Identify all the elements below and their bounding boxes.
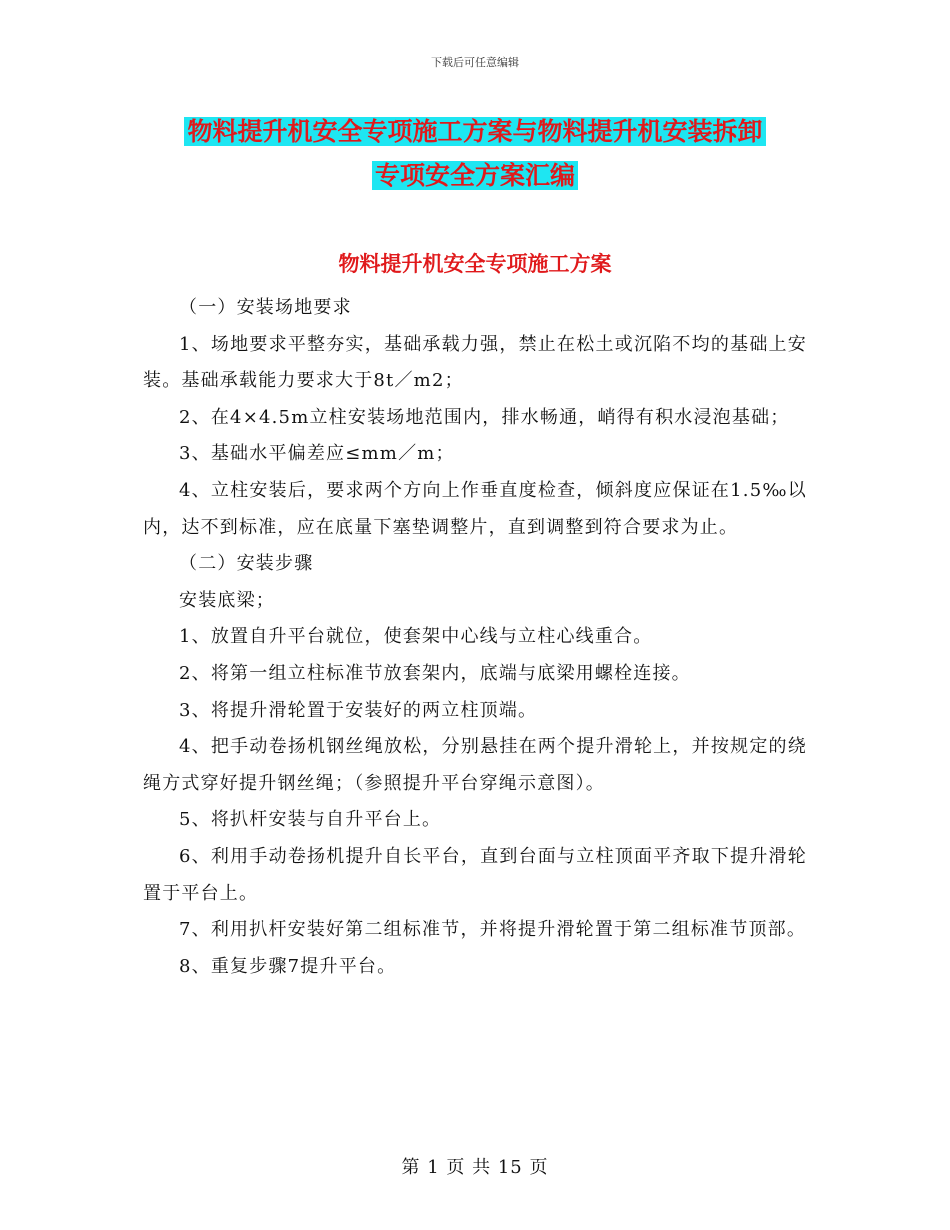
paragraph: 4、把手动卷扬机钢丝绳放松，分别悬挂在两个提升滑轮上，并按规定的绕绳方式穿好提升钢丝绳；（参照提升平台穿绳示意图）。 <box>143 736 807 794</box>
paragraph: 3、将提升滑轮置于安装好的两立柱顶端。 <box>179 699 538 721</box>
document-body <box>143 290 807 985</box>
paragraph: 1、场地要求平整夯实，基础承载力强，禁止在松土或沉陷不均的基础上安装。基础承载能力要求大于8t／m2； <box>143 333 807 392</box>
title-line-1: 物料提升机安全专项施工方案与物料提升机安装拆卸 <box>184 117 765 146</box>
paragraph: 1、放置自升平台就位，使套架中心线与立柱心线重合。 <box>179 626 653 648</box>
header-note: 下载后可任意编辑 <box>431 56 519 69</box>
paragraph: 4、立柱安装后，要求两个方向上作垂直度检查，倾斜度应保证在1.5‰以内，达不到标准，应在底量下塞垫调整片，直到调整到符合要求为止。 <box>143 479 807 538</box>
paragraph: 2、在4×4.5m立柱安装场地范围内，排水畅通，峭得有积水浸泡基础； <box>179 406 790 428</box>
document-title <box>0 110 950 198</box>
paragraph: 2、将第一组立柱标准节放套架内，底端与底梁用螺栓连接。 <box>179 662 691 684</box>
paragraph: （二）安装步骤 <box>179 553 314 575</box>
paragraph: （一）安装场地要求 <box>179 297 352 318</box>
paragraph: 5、将扒杆安装与自升平台上。 <box>179 809 442 831</box>
paragraph: 7、利用扒杆安装好第二组标准节，并将提升滑轮置于第二组标准节顶部。 <box>179 919 807 941</box>
page-number: 第 1 页 共 15 页 <box>401 1157 549 1178</box>
paragraph: 6、利用手动卷扬机提升自长平台，直到台面与立柱顶面平齐取下提升滑轮置于平台上。 <box>143 845 807 904</box>
paragraph: 安装底梁； <box>179 589 275 611</box>
paragraph: 3、基础水平偏差应≤mm／m； <box>179 443 455 465</box>
paragraph: 8、重复步骤7提升平台。 <box>179 955 397 977</box>
title-line-2: 专项安全方案汇编 <box>372 161 578 190</box>
section-title: 物料提升机安全专项施工方案 <box>338 252 612 276</box>
